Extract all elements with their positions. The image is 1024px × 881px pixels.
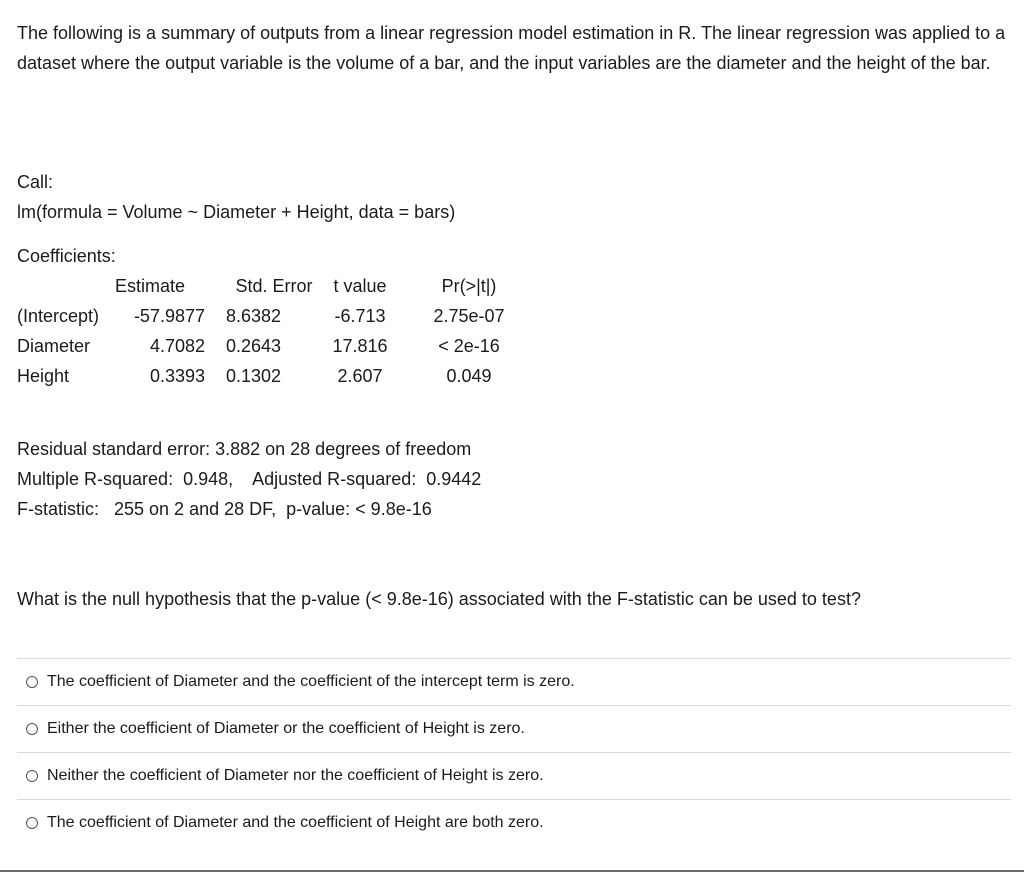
header-t-value: t value (333, 276, 387, 296)
radio-button[interactable] (26, 723, 38, 735)
answer-option-label: The coefficient of Diameter and the coefficient of Height are both zero. (47, 814, 544, 831)
answer-option[interactable] (17, 753, 1011, 800)
cell-estimate: -57.9877 (133, 306, 205, 326)
answer-option-label: Either the coefficient of Diameter or the coefficient of Height is zero. (47, 720, 525, 737)
radio-button[interactable] (26, 817, 38, 829)
row-name-height: Height (17, 366, 70, 386)
divider (0, 870, 1024, 872)
answer-option-label: Neither the coefficient of Diameter nor the coefficient of Height is zero. (47, 767, 544, 784)
cell-std-error: 0.2643 (226, 336, 282, 356)
cell-t-value: -6.713 (334, 306, 386, 326)
header-p-value: Pr(>|t|) (441, 276, 497, 296)
answer-options (17, 658, 1011, 846)
cell-std-error: 8.6382 (226, 306, 282, 326)
call-label: Call: (17, 172, 54, 192)
cell-p-value: < 2e-16 (438, 336, 500, 356)
answer-option[interactable] (17, 800, 1011, 846)
cell-p-value: 0.049 (446, 366, 492, 386)
radio-button[interactable] (26, 770, 38, 782)
radio-button[interactable] (26, 676, 38, 688)
question-intro: The following is a summary of outputs from a linear regression model estimation in R. The linear regression was applied to a dataset where the output variable is the volume of a bar, and the input variables are the diameter and the height of the bar. (17, 23, 1006, 73)
cell-estimate: 4.7082 (149, 336, 205, 356)
answer-option[interactable] (17, 659, 1011, 706)
header-estimate: Estimate (114, 276, 186, 296)
r-squared: Multiple R-squared: 0.948, Adjusted R-squared: 0.9442 (17, 469, 482, 489)
question-text: What is the null hypothesis that the p-value (< 9.8e-16) associated with the F-statistic can be used to test? (17, 589, 861, 609)
coefficients-label: Coefficients: (17, 246, 116, 266)
row-name-intercept: (Intercept) (17, 306, 100, 326)
answer-option-label: The coefficient of Diameter and the coefficient of the intercept term is zero. (47, 673, 575, 690)
cell-t-value: 2.607 (337, 366, 383, 386)
header-std-error: Std. Error (235, 276, 313, 296)
residual-standard-error: Residual standard error: 3.882 on 28 degrees of freedom (17, 439, 472, 459)
row-name-diameter: Diameter (17, 336, 91, 356)
cell-estimate: 0.3393 (149, 366, 205, 386)
cell-std-error: 0.1302 (226, 366, 282, 386)
answer-option[interactable] (17, 706, 1011, 753)
cell-p-value: 2.75e-07 (433, 306, 505, 326)
f-statistic: F-statistic: 255 on 2 and 28 DF, p-value: < 9.8e-16 (17, 499, 432, 519)
cell-t-value: 17.816 (332, 336, 388, 356)
call-formula: lm(formula = Volume ~ Diameter + Height, data = bars) (17, 202, 456, 222)
